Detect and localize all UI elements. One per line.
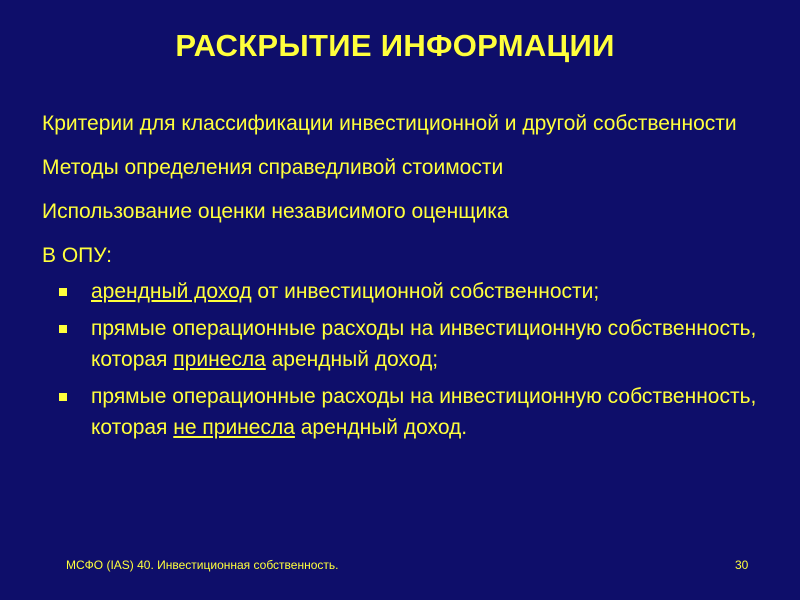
page-number: 30	[735, 558, 749, 572]
paragraph-income-statement: В ОПУ:	[42, 244, 112, 267]
underlined-text: не принесла	[173, 416, 295, 439]
bullet-list	[42, 276, 772, 443]
bullet-text: арендный доход;	[265, 348, 439, 371]
slide-title: РАСКРЫТИЕ ИНФОРМАЦИИ	[175, 28, 615, 63]
bullet-item-expenses-generating	[42, 313, 772, 375]
bullet-item-expenses-non-generating	[42, 381, 772, 443]
bullet-text: от инвестиционной собственности;	[251, 280, 600, 303]
paragraph-independent-valuer: Использование оценки независимого оценщика	[42, 200, 509, 223]
footer-source: МСФО (IAS) 40. Инвестиционная собственность.	[66, 558, 339, 572]
bullet-text: прямые операционные расходы на инвестиционную собственность, которая	[91, 385, 757, 439]
square-bullet-icon	[59, 325, 67, 333]
paragraph-fair-value-methods: Методы определения справедливой стоимости	[42, 156, 504, 179]
slide-body	[42, 108, 772, 449]
underlined-text: принесла	[173, 348, 266, 371]
paragraph-classification-criteria: Критерии для классификации инвестиционной и другой собственности	[42, 112, 737, 135]
square-bullet-icon	[59, 393, 67, 401]
square-bullet-icon	[59, 288, 67, 296]
bullet-item-rental-income	[42, 276, 772, 307]
bullet-text: прямые операционные расходы на инвестиционную собственность, которая	[91, 317, 757, 371]
underlined-text: арендный доход	[91, 280, 252, 303]
bullet-text: арендный доход.	[294, 416, 468, 439]
